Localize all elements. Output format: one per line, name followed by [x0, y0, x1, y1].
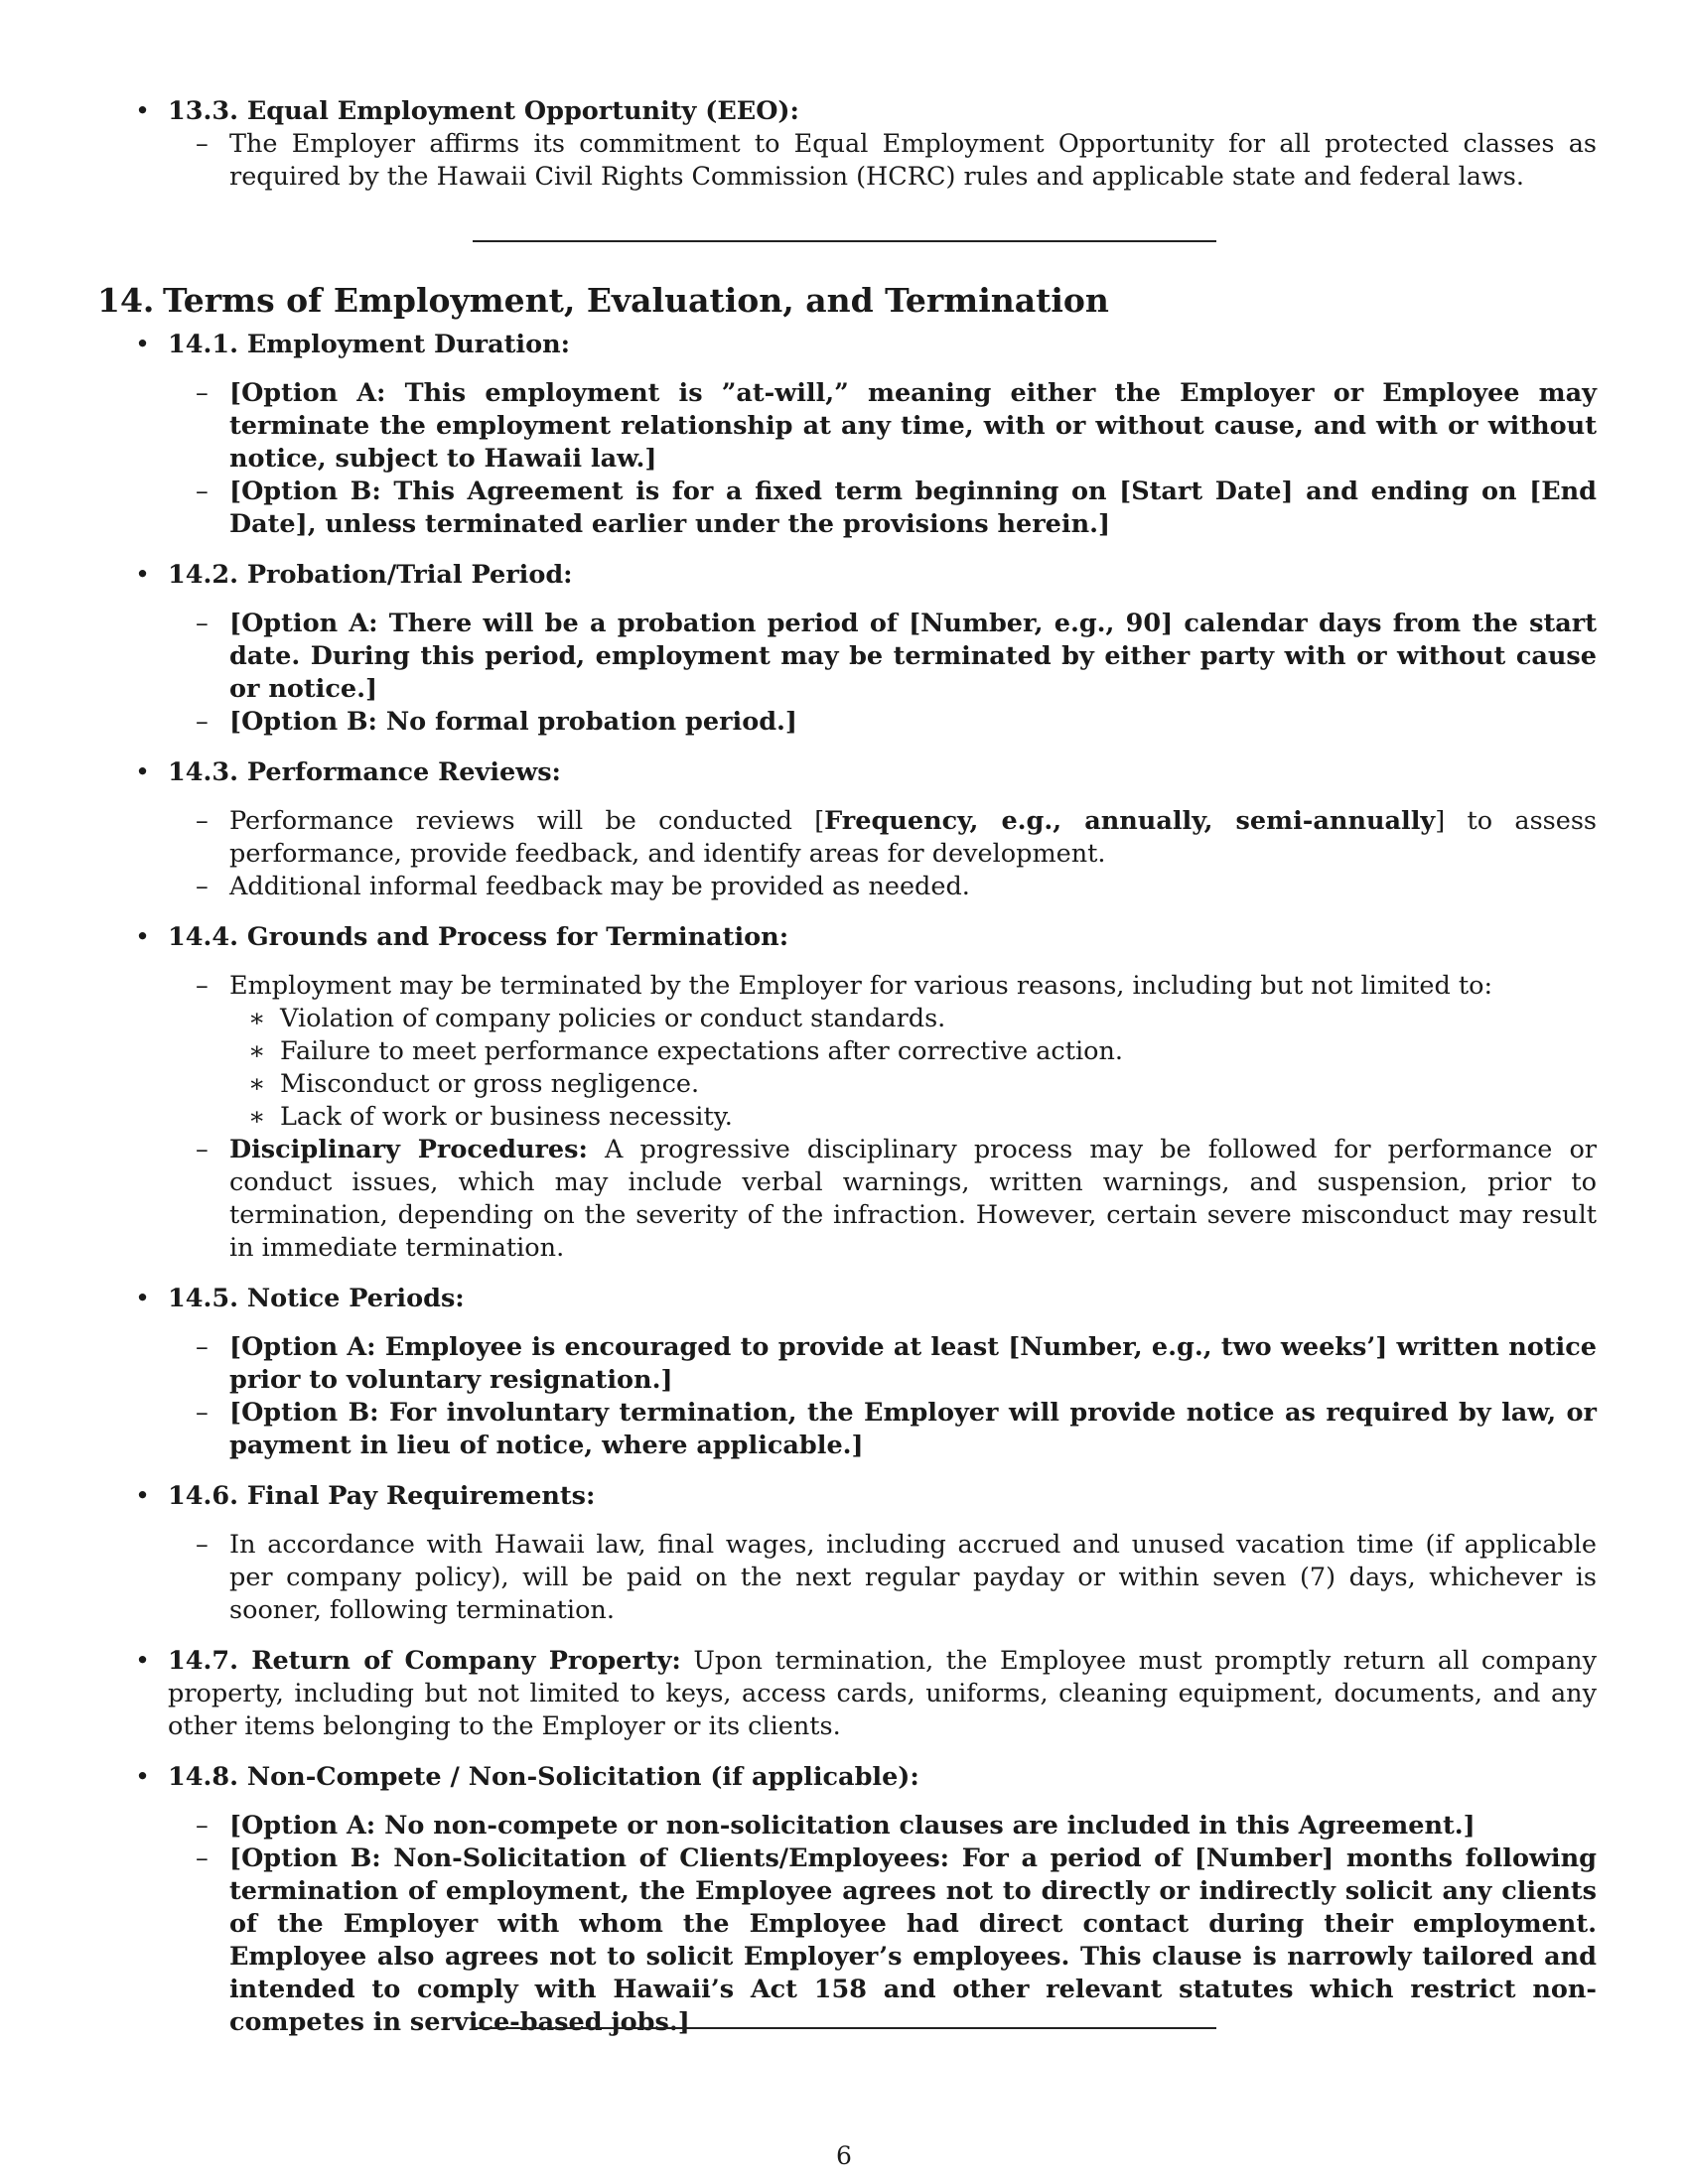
- clause-heading: 14.7. Return of Company Property:: [168, 1646, 681, 1676]
- item-text: [Option A: Employee is encouraged to provide at least [Number, e.g., two weeks’] written notice prior to voluntary resignation.]: [229, 1332, 1597, 1395]
- item-text: Employment may be terminated by the Employer for various reasons, including but not limited to:: [229, 971, 1493, 1001]
- dash-icon: –: [196, 1530, 209, 1560]
- divider-rule: [473, 2027, 1216, 2029]
- section-title: [97, 281, 1597, 321]
- item-text: The Employer affirms its commitment to Equal Employment Opportunity for all protected classes as required by the Hawaii Civil Rights Commission (HCRC) rules and applicable state and federal laws.: [229, 129, 1597, 192]
- list-item: [97, 970, 1597, 1003]
- clause-14-5: [97, 1283, 1597, 1315]
- sub-list-item: [97, 1068, 1597, 1101]
- item-text-pre: Performance reviews will be conducted [: [229, 806, 825, 836]
- dash-icon: –: [196, 1135, 209, 1164]
- dash-icon: –: [196, 971, 209, 1001]
- asterisk-icon: ∗: [248, 1036, 266, 1066]
- asterisk-icon: ∗: [248, 1102, 266, 1132]
- list-item: [97, 706, 1597, 739]
- clause-heading: 14.6. Final Pay Requirements:: [168, 1481, 596, 1511]
- item-text: In accordance with Hawaii law, final wages, including accrued and unused vacation time (if applicable per company policy), will be paid on the next regular payday or within seven (7) days, whichever is sooner, following termination.: [229, 1530, 1597, 1625]
- dash-icon: –: [196, 1811, 209, 1841]
- clause-heading: 14.8. Non-Compete / Non-Solicitation (if applicable):: [168, 1762, 919, 1792]
- dash-icon: –: [196, 477, 209, 506]
- item-text: Lack of work or business necessity.: [280, 1102, 733, 1132]
- dash-icon: –: [196, 1398, 209, 1428]
- dash-icon: –: [196, 609, 209, 638]
- clause-14-2: [97, 559, 1597, 592]
- bullet-icon: •: [135, 1646, 151, 1676]
- item-text: [Option A: This employment is ”at-will,” meaning either the Employer or Employee may terminate the employment relationship at any time, with or without cause, and with or without notice, subject to Hawaii law.]: [229, 378, 1597, 474]
- sub-list-item: [97, 1035, 1597, 1068]
- dash-icon: –: [196, 1843, 209, 1873]
- clause-14-1: [97, 329, 1597, 361]
- clause-14-4: [97, 921, 1597, 954]
- item-text: [Option B: Non-Solicitation of Clients/Employees: For a period of [Number] months following termination of employment, the Employee agrees not to directly or indirectly solicit any clients of the Employer with whom the Employee had direct contact during their employment. Employee also agrees not to solicit Employer’s employees. This clause is narrowly tailored and intended to comply with Hawaii’s Act 158 and other relevant statutes which restrict non-competes in service-based jobs.]: [229, 1843, 1597, 2037]
- item-text: Failure to meet performance expectations after corrective action.: [280, 1036, 1123, 1066]
- item-text: Misconduct or gross negligence.: [280, 1069, 700, 1099]
- list-item: [97, 1397, 1597, 1462]
- clause-heading: 14.5. Notice Periods:: [168, 1284, 465, 1313]
- clause-14-8: [97, 1761, 1597, 1794]
- asterisk-icon: ∗: [248, 1004, 266, 1033]
- divider-rule: [473, 240, 1216, 242]
- page-number: 6: [836, 2141, 852, 2170]
- asterisk-icon: ∗: [248, 1069, 266, 1099]
- clause-14-7: [97, 1645, 1597, 1743]
- clause-14-6: [97, 1480, 1597, 1513]
- dash-icon: –: [196, 378, 209, 408]
- item-text-post: ] to assess performance, provide feedback, and identify areas for development.: [229, 806, 1598, 869]
- item-text: [Option B: No formal probation period.]: [229, 707, 797, 737]
- sub-list-item: [97, 1003, 1597, 1035]
- item-text: A progressive disciplinary process may be followed for performance or conduct issues, which may include verbal warnings, written warnings, and suspension, prior to termination, depending on the severity of the infraction. However, certain severe misconduct may result in immediate termination.: [229, 1135, 1597, 1263]
- list-item: [97, 377, 1597, 476]
- bullet-icon: •: [135, 96, 151, 126]
- bullet-icon: •: [135, 757, 151, 787]
- dash-icon: –: [196, 1332, 209, 1362]
- clause-heading: 14.4. Grounds and Process for Termination:: [168, 922, 789, 952]
- sub-list-item: [97, 1101, 1597, 1134]
- list-item: [97, 608, 1597, 706]
- section-number: 14.: [97, 281, 155, 320]
- list-item: [97, 476, 1597, 541]
- dash-icon: –: [196, 806, 209, 836]
- clause-13-3: [97, 95, 1597, 128]
- list-item: [97, 871, 1597, 903]
- bullet-icon: •: [135, 1481, 151, 1511]
- clause-heading: 14.1. Employment Duration:: [168, 330, 571, 359]
- list-item: [97, 1810, 1597, 1843]
- item-label: Disciplinary Procedures:: [229, 1135, 588, 1164]
- item-text: [Option A: There will be a probation period of [Number, e.g., 90] calendar days from the start date. During this period, employment may be terminated by either party with or without cause or notice.]: [229, 609, 1597, 704]
- list-item: [97, 128, 1597, 194]
- clause-14-3: [97, 756, 1597, 789]
- item-text: [Option B: This Agreement is for a fixed term beginning on [Start Date] and ending on [End Date], unless terminated earlier under the provisions herein.]: [229, 477, 1597, 539]
- bullet-icon: •: [135, 330, 151, 359]
- item-text: [Option A: No non-compete or non-solicitation clauses are included in this Agreement.]: [229, 1811, 1476, 1841]
- page-content: [97, 95, 1597, 2039]
- bullet-icon: •: [135, 560, 151, 590]
- list-item: [97, 1331, 1597, 1397]
- dash-icon: –: [196, 129, 209, 159]
- dash-icon: –: [196, 872, 209, 901]
- bullet-icon: •: [135, 1284, 151, 1313]
- bullet-icon: •: [135, 922, 151, 952]
- bullet-icon: •: [135, 1762, 151, 1792]
- item-text: Additional informal feedback may be provided as needed.: [229, 872, 970, 901]
- list-item: [97, 805, 1597, 871]
- item-text: [Option B: For involuntary termination, the Employer will provide notice as required by law, or payment in lieu of notice, where applicable.]: [229, 1398, 1597, 1460]
- clause-heading: 13.3. Equal Employment Opportunity (EEO):: [168, 96, 799, 126]
- clause-text: Upon termination, the Employee must promptly return all company property, including but not limited to keys, access cards, uniforms, cleaning equipment, documents, and any other items belonging to the Employer or its clients.: [168, 1646, 1598, 1741]
- list-item: [97, 1843, 1597, 2039]
- item-text: Violation of company policies or conduct standards.: [280, 1004, 946, 1033]
- section-title-text: Terms of Employment, Evaluation, and Termination: [163, 281, 1109, 320]
- clause-heading: 14.3. Performance Reviews:: [168, 757, 561, 787]
- list-item: [97, 1134, 1597, 1265]
- item-text-bold: Frequency, e.g., annually, semi-annually: [824, 806, 1436, 836]
- list-item: [97, 1529, 1597, 1627]
- dash-icon: –: [196, 707, 209, 737]
- clause-heading: 14.2. Probation/Trial Period:: [168, 560, 573, 590]
